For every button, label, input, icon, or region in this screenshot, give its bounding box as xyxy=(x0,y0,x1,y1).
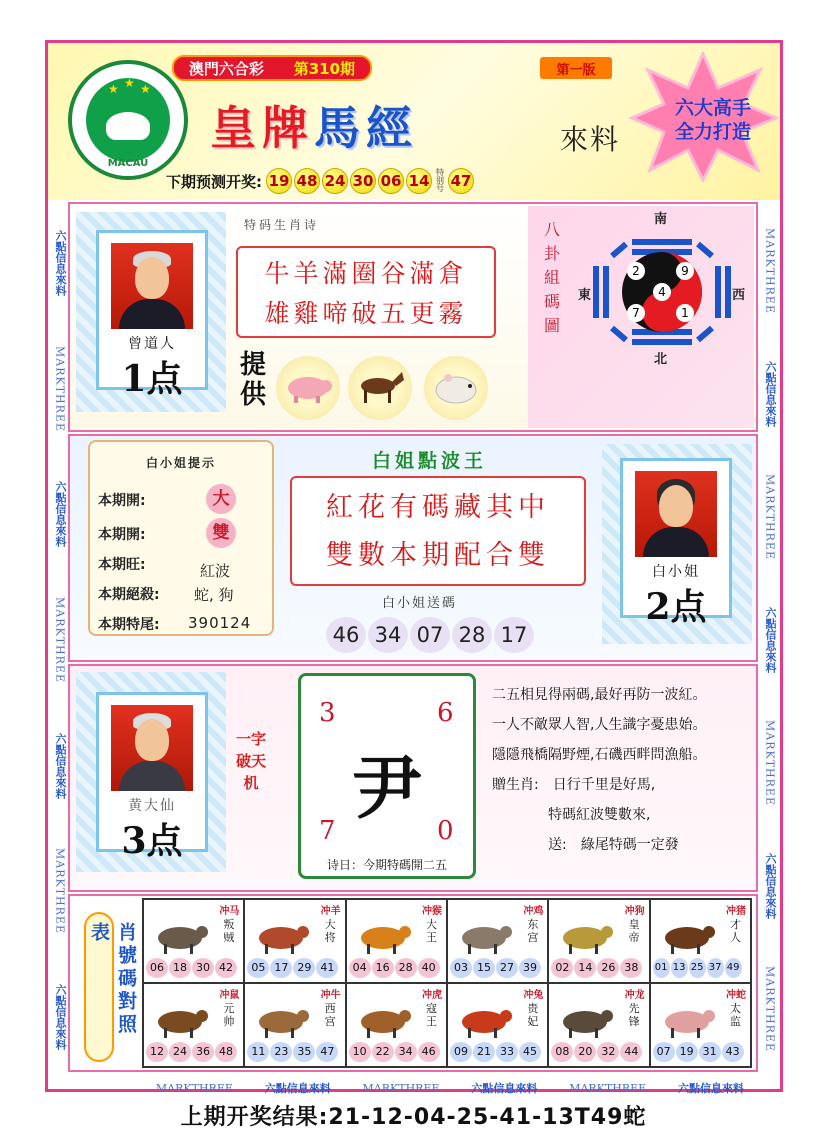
zodiac-cell xyxy=(447,983,548,1067)
strip-text: 六點信息來料 xyxy=(764,606,777,673)
tips-title: 白小姐提示 xyxy=(145,456,216,470)
special-label: 特别号 xyxy=(436,168,444,193)
zodiac-number: 12 xyxy=(146,1042,168,1062)
strip-text: MARKTHREE xyxy=(362,1081,440,1095)
riddle-character: 尹 xyxy=(352,746,422,829)
zodiac-number: 43 xyxy=(722,1042,744,1062)
tip-label: 本期特尾: xyxy=(98,617,160,633)
poem-line: 一人不敵眾人智,人生識字憂患始。 xyxy=(492,717,707,733)
chong-label: 冲狗 xyxy=(624,906,645,917)
issue-badge xyxy=(172,55,372,81)
edition-badge: 第一版 xyxy=(540,57,612,79)
zodiac-numbers xyxy=(146,1042,238,1062)
zodiac-number: 05 xyxy=(247,958,269,978)
prediction-ball: 48 xyxy=(294,168,320,194)
chong-label: 冲羊 xyxy=(320,906,341,917)
logo-text: MACAU xyxy=(107,158,149,169)
zodiac-number: 38 xyxy=(620,958,642,978)
zodiac-number: 19 xyxy=(676,1042,698,1062)
horse-icon xyxy=(150,998,212,1040)
slogan-burst xyxy=(628,52,778,182)
zodiac-number: 07 xyxy=(653,1042,675,1062)
zodiac-title: 元帅 xyxy=(223,1002,235,1028)
zodiac-cell xyxy=(143,983,244,1067)
corner-number: 6 xyxy=(437,698,454,728)
zodiac-number: 21 xyxy=(473,1042,495,1062)
zodiac-cell xyxy=(548,983,649,1067)
tip-label: 本期絕殺: xyxy=(98,587,160,603)
strip-text: 六點信息來料 xyxy=(54,984,67,1051)
last-result-value: 21-12-04-25-41-13T49蛇 xyxy=(328,1105,647,1130)
zodiac-number: 31 xyxy=(699,1042,721,1062)
person-name: 曾道人 xyxy=(128,336,176,352)
zodiac-number: 44 xyxy=(620,1042,642,1062)
bagua-number: 1 xyxy=(676,304,694,322)
character-box xyxy=(298,673,476,879)
provide-label: 提供 xyxy=(240,350,267,410)
lottery-name: 澳門六合彩 xyxy=(188,59,264,78)
riddle-poem xyxy=(492,680,758,860)
songma-ball: 17 xyxy=(494,617,534,653)
zodiac-number: 33 xyxy=(496,1042,518,1062)
prediction-label: 下期预测开奖: xyxy=(166,172,262,191)
zodiac-number: 01 xyxy=(653,958,670,978)
songma-ball: 34 xyxy=(368,617,408,653)
zodiac-number: 34 xyxy=(395,1042,417,1062)
zodiac-number: 17 xyxy=(270,958,292,978)
poem-line: 特碼紅波雙數來, xyxy=(548,807,651,823)
zodiac-number: 02 xyxy=(551,958,573,978)
prediction-row xyxy=(166,168,476,194)
poem-caption: 诗日：今期特碼開二五 xyxy=(326,858,447,872)
bagua-number: 4 xyxy=(653,283,671,301)
horse-icon xyxy=(348,356,412,420)
right-strip xyxy=(758,205,782,1075)
songma-ball: 07 xyxy=(410,617,450,653)
zodiac-number: 25 xyxy=(689,958,706,978)
zodiac-number: 10 xyxy=(349,1042,371,1062)
strip-text: 六點信息來料 xyxy=(764,852,777,919)
tip-value: 大 xyxy=(206,484,236,514)
poem-line: 二五相見得兩碼,最好再防一波紅。 xyxy=(492,687,707,703)
bagua-title: 八卦組碼圖 xyxy=(543,220,560,335)
chong-label: 冲虎 xyxy=(422,990,442,1001)
snake-icon xyxy=(657,914,719,956)
zodiac-table xyxy=(142,898,752,1068)
zodiac-number: 15 xyxy=(473,958,495,978)
prediction-ball: 14 xyxy=(406,168,432,194)
zodiac-cell xyxy=(650,983,751,1067)
zodiac-number: 06 xyxy=(146,958,168,978)
monkey-icon xyxy=(353,998,415,1040)
rat-icon xyxy=(150,914,212,956)
tip-label: 本期開: xyxy=(98,527,146,543)
zodiac-cell xyxy=(143,899,244,983)
zodiac-numbers xyxy=(247,1042,339,1062)
strip-text: MARKTHREE xyxy=(53,345,67,432)
chong-label: 冲鼠 xyxy=(219,990,240,1001)
title-red: 皇牌 xyxy=(210,101,314,155)
zodiac-cell xyxy=(244,983,345,1067)
slogan-line: 全力打造 xyxy=(674,121,751,143)
zodiac-numbers xyxy=(551,1042,643,1062)
chong-label: 冲猪 xyxy=(726,906,746,917)
tema-label: 特码生肖诗 xyxy=(244,218,320,232)
poem-line: 雄雞啼破五更霧 xyxy=(264,299,468,328)
zodiac-title: 先锋 xyxy=(628,1002,640,1028)
dog-icon xyxy=(555,998,617,1040)
zodiac-numbers xyxy=(146,958,238,978)
songma-label: 白小姐送碼 xyxy=(382,596,458,611)
star-icon: ★ xyxy=(108,82,119,96)
zodiac-number: 27 xyxy=(496,958,518,978)
zodiac-number: 40 xyxy=(418,958,440,978)
direction-north: 北 xyxy=(654,352,668,367)
person-photo xyxy=(635,471,717,557)
zodiac-cell xyxy=(346,983,447,1067)
last-result xyxy=(0,1100,827,1131)
zodiac-numbers xyxy=(450,958,542,978)
zodiac-number: 18 xyxy=(169,958,191,978)
person-points: 3点 xyxy=(121,820,183,862)
section-title: 白姐點波王 xyxy=(372,450,488,472)
strip-text: 六點信息來料 xyxy=(764,361,777,428)
zodiac-numbers xyxy=(349,1042,441,1062)
strip-text: MARKTHREE xyxy=(53,848,67,935)
tip-label: 本期旺: xyxy=(98,557,146,573)
rooster-icon xyxy=(454,998,516,1040)
zodiac-number: 23 xyxy=(270,1042,292,1062)
zodiac-title: 皇帝 xyxy=(628,918,640,944)
zodiac-title: 叛贼 xyxy=(223,918,235,944)
poem-line: 牛羊滿圈谷滿倉 xyxy=(264,259,468,288)
goat-icon xyxy=(251,998,313,1040)
direction-west: 西 xyxy=(732,288,746,303)
macau-emblem xyxy=(68,60,188,180)
prediction-ball: 30 xyxy=(350,168,376,194)
chong-label: 冲马 xyxy=(219,906,240,917)
zodiac-number: 09 xyxy=(450,1042,472,1062)
zodiac-title: 贵妃 xyxy=(527,1002,539,1028)
tiger-icon xyxy=(353,914,415,956)
tip-value: 雙 xyxy=(206,518,236,548)
portrait-card xyxy=(96,692,208,862)
zodiac-title: 大将 xyxy=(324,918,336,944)
issue-number: 第310期 xyxy=(293,59,356,78)
hamster-icon xyxy=(424,356,488,420)
strip-text: MARKTHREE xyxy=(763,965,777,1052)
zodiac-cell xyxy=(244,899,345,983)
zodiac-numbers xyxy=(653,958,743,978)
direction-south: 南 xyxy=(654,212,668,227)
zodiac-number: 24 xyxy=(169,1042,191,1062)
zodiac-number: 08 xyxy=(551,1042,573,1062)
page-title xyxy=(210,92,418,158)
zodiac-number: 36 xyxy=(192,1042,214,1062)
zodiac-numbers xyxy=(247,958,339,978)
zodiac-number: 03 xyxy=(450,958,472,978)
strip-text: 六點信息來料 xyxy=(471,1082,538,1095)
poem-line: 隱隱飛橋隔野煙,石磯西畔問漁船。 xyxy=(492,747,707,763)
direction-east: 東 xyxy=(578,288,592,303)
chong-label: 冲鸡 xyxy=(523,906,544,917)
tip-value: 390124 xyxy=(188,614,252,632)
songma-ball: 28 xyxy=(452,617,492,653)
zodiac-number: 14 xyxy=(574,958,596,978)
zodiac-number: 32 xyxy=(597,1042,619,1062)
poem-line: 紅花有碼藏其中 xyxy=(326,492,550,523)
zodiac-title: 西宫 xyxy=(324,1002,336,1028)
zodiac-numbers xyxy=(349,958,441,978)
tip-value: 蛇, 狗 xyxy=(194,586,234,604)
zodiac-number: 26 xyxy=(597,958,619,978)
zodiac-number: 28 xyxy=(395,958,417,978)
zodiac-numbers xyxy=(653,1042,745,1062)
zodiac-number: 30 xyxy=(192,958,214,978)
zodiac-title: 东宫 xyxy=(527,918,539,944)
chong-label: 冲牛 xyxy=(320,990,341,1001)
lotus-icon xyxy=(106,112,150,140)
songma-row xyxy=(326,617,536,653)
person-name: 白小姐 xyxy=(652,564,700,580)
poem-line: 送: 綠尾特碼一定發 xyxy=(548,837,679,853)
person-points: 2点 xyxy=(645,586,707,628)
zodiac-number: 39 xyxy=(519,958,541,978)
zodiac-number: 48 xyxy=(215,1042,237,1062)
special-ball: 47 xyxy=(448,168,474,194)
person-points: 1点 xyxy=(121,358,183,400)
source-label: 來料 xyxy=(560,123,621,156)
zodiac-numbers xyxy=(551,958,643,978)
zodiac-number: 49 xyxy=(725,958,742,978)
zodiac-number: 37 xyxy=(707,958,724,978)
zodiac-number: 47 xyxy=(316,1042,338,1062)
chong-label: 冲猴 xyxy=(422,906,442,917)
zodiac-number: 13 xyxy=(671,958,688,978)
bagua-number: 7 xyxy=(627,304,645,322)
pig-icon xyxy=(657,998,719,1040)
strip-text: MARKTHREE xyxy=(763,228,777,315)
zodiac-cell xyxy=(650,899,751,983)
side-label: 一字破天机 xyxy=(236,730,267,792)
rabbit-icon xyxy=(454,914,516,956)
poem-line: 雙數本期配合雙 xyxy=(326,540,550,571)
bagua-number: 9 xyxy=(676,262,694,280)
strip-text: 六點信息來料 xyxy=(54,481,67,548)
prediction-ball: 24 xyxy=(322,168,348,194)
zodiac-table-label-text: 肖號碼對照表 xyxy=(88,922,137,1037)
tip-label: 本期開: xyxy=(98,493,146,509)
corner-number: 0 xyxy=(437,816,454,846)
corner-number: 3 xyxy=(319,698,336,728)
zodiac-number: 04 xyxy=(349,958,371,978)
strip-text: MARKTHREE xyxy=(155,1081,233,1095)
star-icon: ★ xyxy=(124,76,135,90)
poem-line: 贈生肖: 日行千里是好馬, xyxy=(492,777,656,793)
ox-icon xyxy=(251,914,313,956)
strip-text: 六點信息來料 xyxy=(54,229,67,296)
tips-card xyxy=(88,440,274,636)
strip-text: MARKTHREE xyxy=(569,1081,647,1095)
last-result-label: 上期开奖结果: xyxy=(180,1105,329,1130)
dragon-icon xyxy=(555,914,617,956)
zodiac-number: 16 xyxy=(372,958,394,978)
zodiac-number: 42 xyxy=(215,958,237,978)
zodiac-title: 太监 xyxy=(730,1002,741,1028)
chong-label: 冲蛇 xyxy=(726,990,746,1001)
strip-text: MARKTHREE xyxy=(763,719,777,806)
zodiac-cell xyxy=(548,899,649,983)
wave-poem xyxy=(290,476,586,586)
portrait-card xyxy=(96,230,208,400)
emblem-disc xyxy=(86,78,170,162)
bagua-number: 2 xyxy=(627,262,645,280)
zodiac-title: 才人 xyxy=(730,918,741,944)
zodiac-cell xyxy=(346,899,447,983)
strip-text: MARKTHREE xyxy=(763,474,777,561)
strip-text: 六點信息來料 xyxy=(264,1082,331,1095)
zodiac-numbers xyxy=(450,1042,542,1062)
prediction-ball: 06 xyxy=(378,168,404,194)
person-photo xyxy=(111,243,193,329)
person-photo xyxy=(111,705,193,791)
slogan-line: 六大高手 xyxy=(674,97,751,119)
zodiac-number: 45 xyxy=(519,1042,541,1062)
zodiac-title: 大王 xyxy=(426,918,437,944)
bottom-strip xyxy=(140,1078,760,1098)
person-name: 黄大仙 xyxy=(128,798,176,814)
zodiac-title: 寇王 xyxy=(426,1002,437,1028)
zodiac-number: 20 xyxy=(574,1042,596,1062)
portrait-card xyxy=(620,458,732,628)
zodiac-table-label xyxy=(84,912,137,1062)
title-blue: 馬經 xyxy=(314,101,418,155)
corner-number: 7 xyxy=(319,816,336,846)
zodiac-number: 29 xyxy=(293,958,315,978)
zodiac-number: 46 xyxy=(418,1042,440,1062)
zodiac-poem xyxy=(236,246,496,338)
tip-value: 紅波 xyxy=(200,562,231,580)
strip-text: 六點信息來料 xyxy=(54,732,67,799)
songma-ball: 46 xyxy=(326,617,366,653)
zodiac-number: 35 xyxy=(293,1042,315,1062)
zodiac-number: 41 xyxy=(316,958,338,978)
chong-label: 冲龙 xyxy=(624,990,645,1001)
zodiac-number: 11 xyxy=(247,1042,269,1062)
strip-text: 六點信息來料 xyxy=(678,1082,744,1095)
zodiac-cell xyxy=(447,899,548,983)
zodiac-number: 22 xyxy=(372,1042,394,1062)
pig-icon xyxy=(276,356,340,420)
star-icon: ★ xyxy=(140,82,151,96)
prediction-ball: 19 xyxy=(266,168,292,194)
chong-label: 冲兔 xyxy=(523,990,544,1001)
strip-text: MARKTHREE xyxy=(53,597,67,683)
